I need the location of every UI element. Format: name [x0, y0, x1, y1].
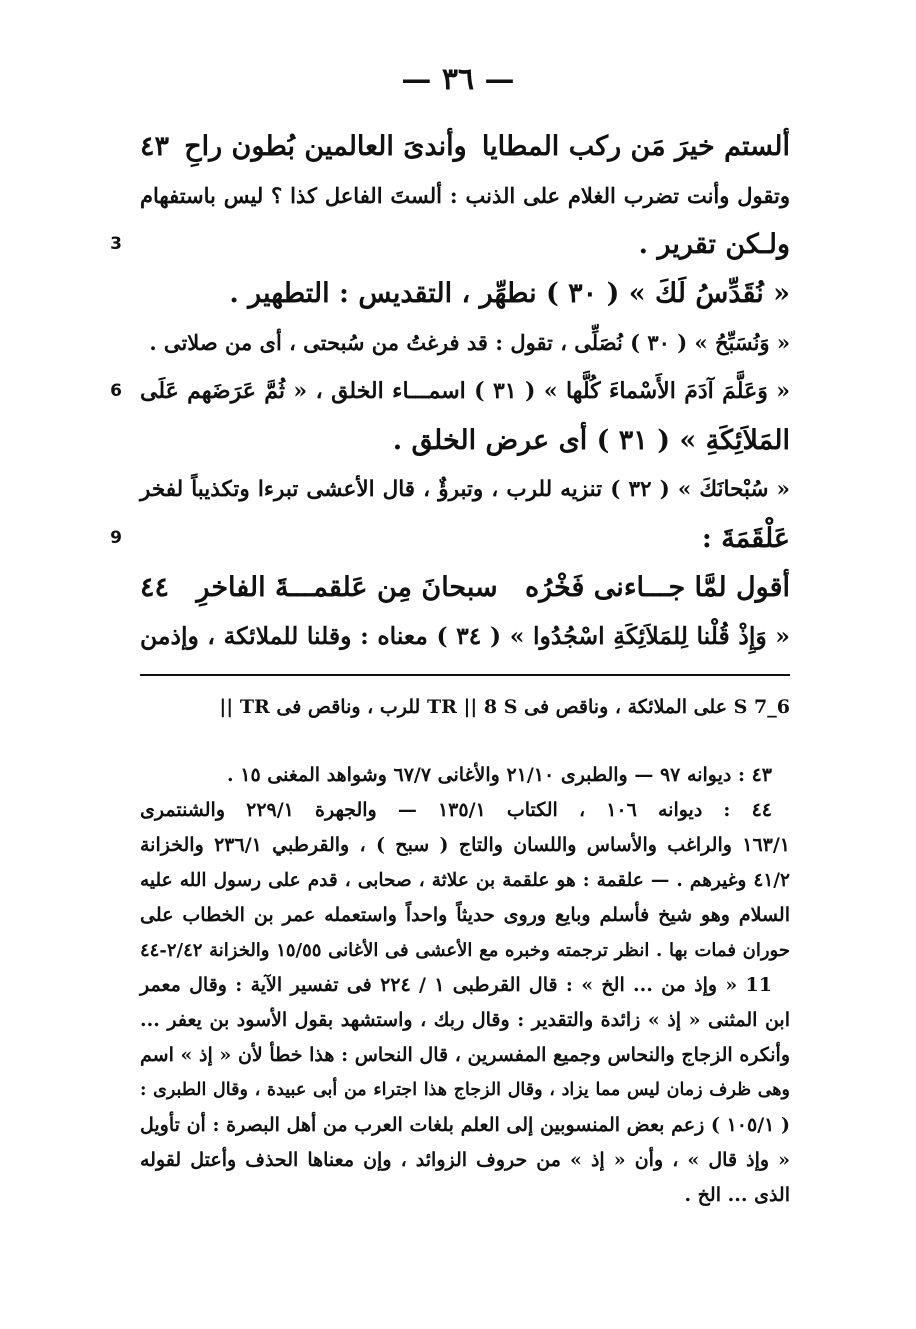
line-text: ولـكن تقرير .: [638, 229, 790, 260]
footnote-line: ٤٤ : ديوانه ١٠٦ ، الكتاب ١٣٥/١ — والجهرة ٢٢٩/١ والشنتمرى: [140, 799, 772, 821]
text-line: [140, 416, 790, 465]
verse-second-hemistich: سبحانَ مِن عَلقمـــةَ الفاخرِ: [196, 572, 498, 603]
verse-number: ٤٣: [140, 131, 170, 162]
line-text: « وَإِذْ قُلْنا لِلمَلاَئِكَةِ اسْجُدُوا » ( ٣٤ ) معناه : وقلنا للملائكة ، وإذمن: [140, 622, 790, 650]
margin-line-number: 9: [110, 528, 122, 548]
margin-line-number: 3: [110, 234, 122, 254]
footnote-line: حوران فمات بها . انظر ترجمته وخبره مع الأعشى فى الأغانى ١٥/٥٥ والخزانة ٢/٤٢-٤٤: [140, 940, 790, 961]
text-line: [140, 171, 790, 220]
verse-second-hemistich: وأندىَ العالمين بُطون راحِ: [184, 131, 467, 162]
line-text: « وَعَلَّمَ آدَمَ الأَسْماءَ كُلَّها » ( ٣١ ) اسمـــاء الخلق ، « ثُمَّ عَرَضَهم عَلَى: [140, 378, 790, 404]
text-line: [110, 367, 790, 416]
footnote-divider: [140, 674, 790, 676]
text-line: [140, 269, 790, 318]
critical-apparatus: 6_7 S على الملائكة ، وناقص فى TR || 8 S للرب ، وناقص فى TR ||: [219, 696, 790, 718]
text-line: [140, 612, 790, 661]
poem-verse: [140, 563, 790, 612]
footnote-line: ١٦٣/١ والراغب والأساس واللسان والتاج ( سبح ) ، والقرطبي ٢٣٦/١ والخزانة: [140, 834, 790, 856]
text-line: [140, 465, 790, 514]
verse-first-hemistich: أقول لمَّا جـــاءنى فَخْرُه: [525, 572, 790, 603]
page-number: — ٣٦ —: [401, 62, 515, 97]
footnote-line: 11 « وإذ من ... الخ » : قال القرطبى ١ / ٢٢٤ فى تفسير الآية : وقال معمر: [140, 974, 772, 996]
footnotes: [140, 758, 790, 1213]
verse-row: [140, 122, 790, 171]
footnote-line: وهى ظرف زمان ليس مما يزاد ، وقال الزجاج هذا اجتراء من أبى عبيدة ، وقال الطبرى :: [140, 1080, 790, 1100]
footnote-line: ٤١/٢ وغيرهم . — علقمة : هو علقمة بن علاثة ، صحابى ، قدم على رسول الله عليه: [140, 870, 790, 891]
footnote-line: السلام وهو شيخ فأسلم وبايع وروى حديثاً واحداً واستعمله عمر بن الخطاب على: [140, 904, 790, 926]
verse-row: [140, 563, 790, 612]
footnote-line: ( ١٠٥/١ ) زعم بعض المنسوبين إلى العلم بلغات العرب من أهل البصرة : أن تأويل: [140, 1114, 791, 1136]
line-text: « نُقَدِّسُ لَكَ » ( ٣٠ ) نطهِّر ، التقديس : التطهير .: [229, 278, 790, 309]
line-text: المَلاَئِكَةِ » ( ٣١ ) أى عرض الخلق .: [392, 425, 790, 456]
line-text: « وَنُسَبِّحُ » ( ٣٠ ) نُصَلِّى ، تقول : قد فرغتُ من سُبحتى ، أى من صلاتى .: [149, 330, 790, 355]
footnote-line: ٤٣ : ديوانه ٩٧ — والطبرى ٢١/١٠ والأغانى ٦٧/٧ وشواهد المغنى ١٥ .: [227, 764, 772, 786]
footnote-line: « وإذ قال » ، وأن « إذ » من حروف الزوائد ، وإن معناها الحذف وأعتل لقوله: [140, 1149, 790, 1171]
line-text: عَلْقَمَةَ :: [701, 523, 790, 554]
text-line: [140, 318, 790, 367]
verse-first-hemistich: ألستم خيرَ مَن ركب المطايا: [481, 131, 790, 162]
line-text: وتقول وأنت تضرب الغلام على الذنب : ألستَ الفاعل كذا ؟ ليس باستفهام: [140, 183, 790, 208]
footnote-line: الذى ... الخ .: [684, 1184, 790, 1206]
footnote-line: وأنكره الزجاج والنحاس وجميع المفسرين ، قال النحاس : هذا خطأ لأن « إذ » اسم: [140, 1044, 790, 1066]
main-text: [110, 122, 790, 661]
line-text: « سُبْحانَكَ » ( ٣٢ ) تنزيه للرب ، وتبرؤٌ ، قال الأعشى تبرءا وتكذيباً لفخر: [140, 477, 790, 502]
text-line: [110, 514, 790, 563]
text-line: [110, 220, 790, 269]
footnote-line: ابن المثنى « إذ » زائدة والتقدير : وقال ربك ، واستشهد بقول الأسود بن يعفر ...: [140, 1009, 790, 1031]
margin-line-number: 6: [110, 381, 122, 401]
poem-verse: [140, 122, 790, 171]
verse-number: ٤٤: [140, 572, 170, 603]
